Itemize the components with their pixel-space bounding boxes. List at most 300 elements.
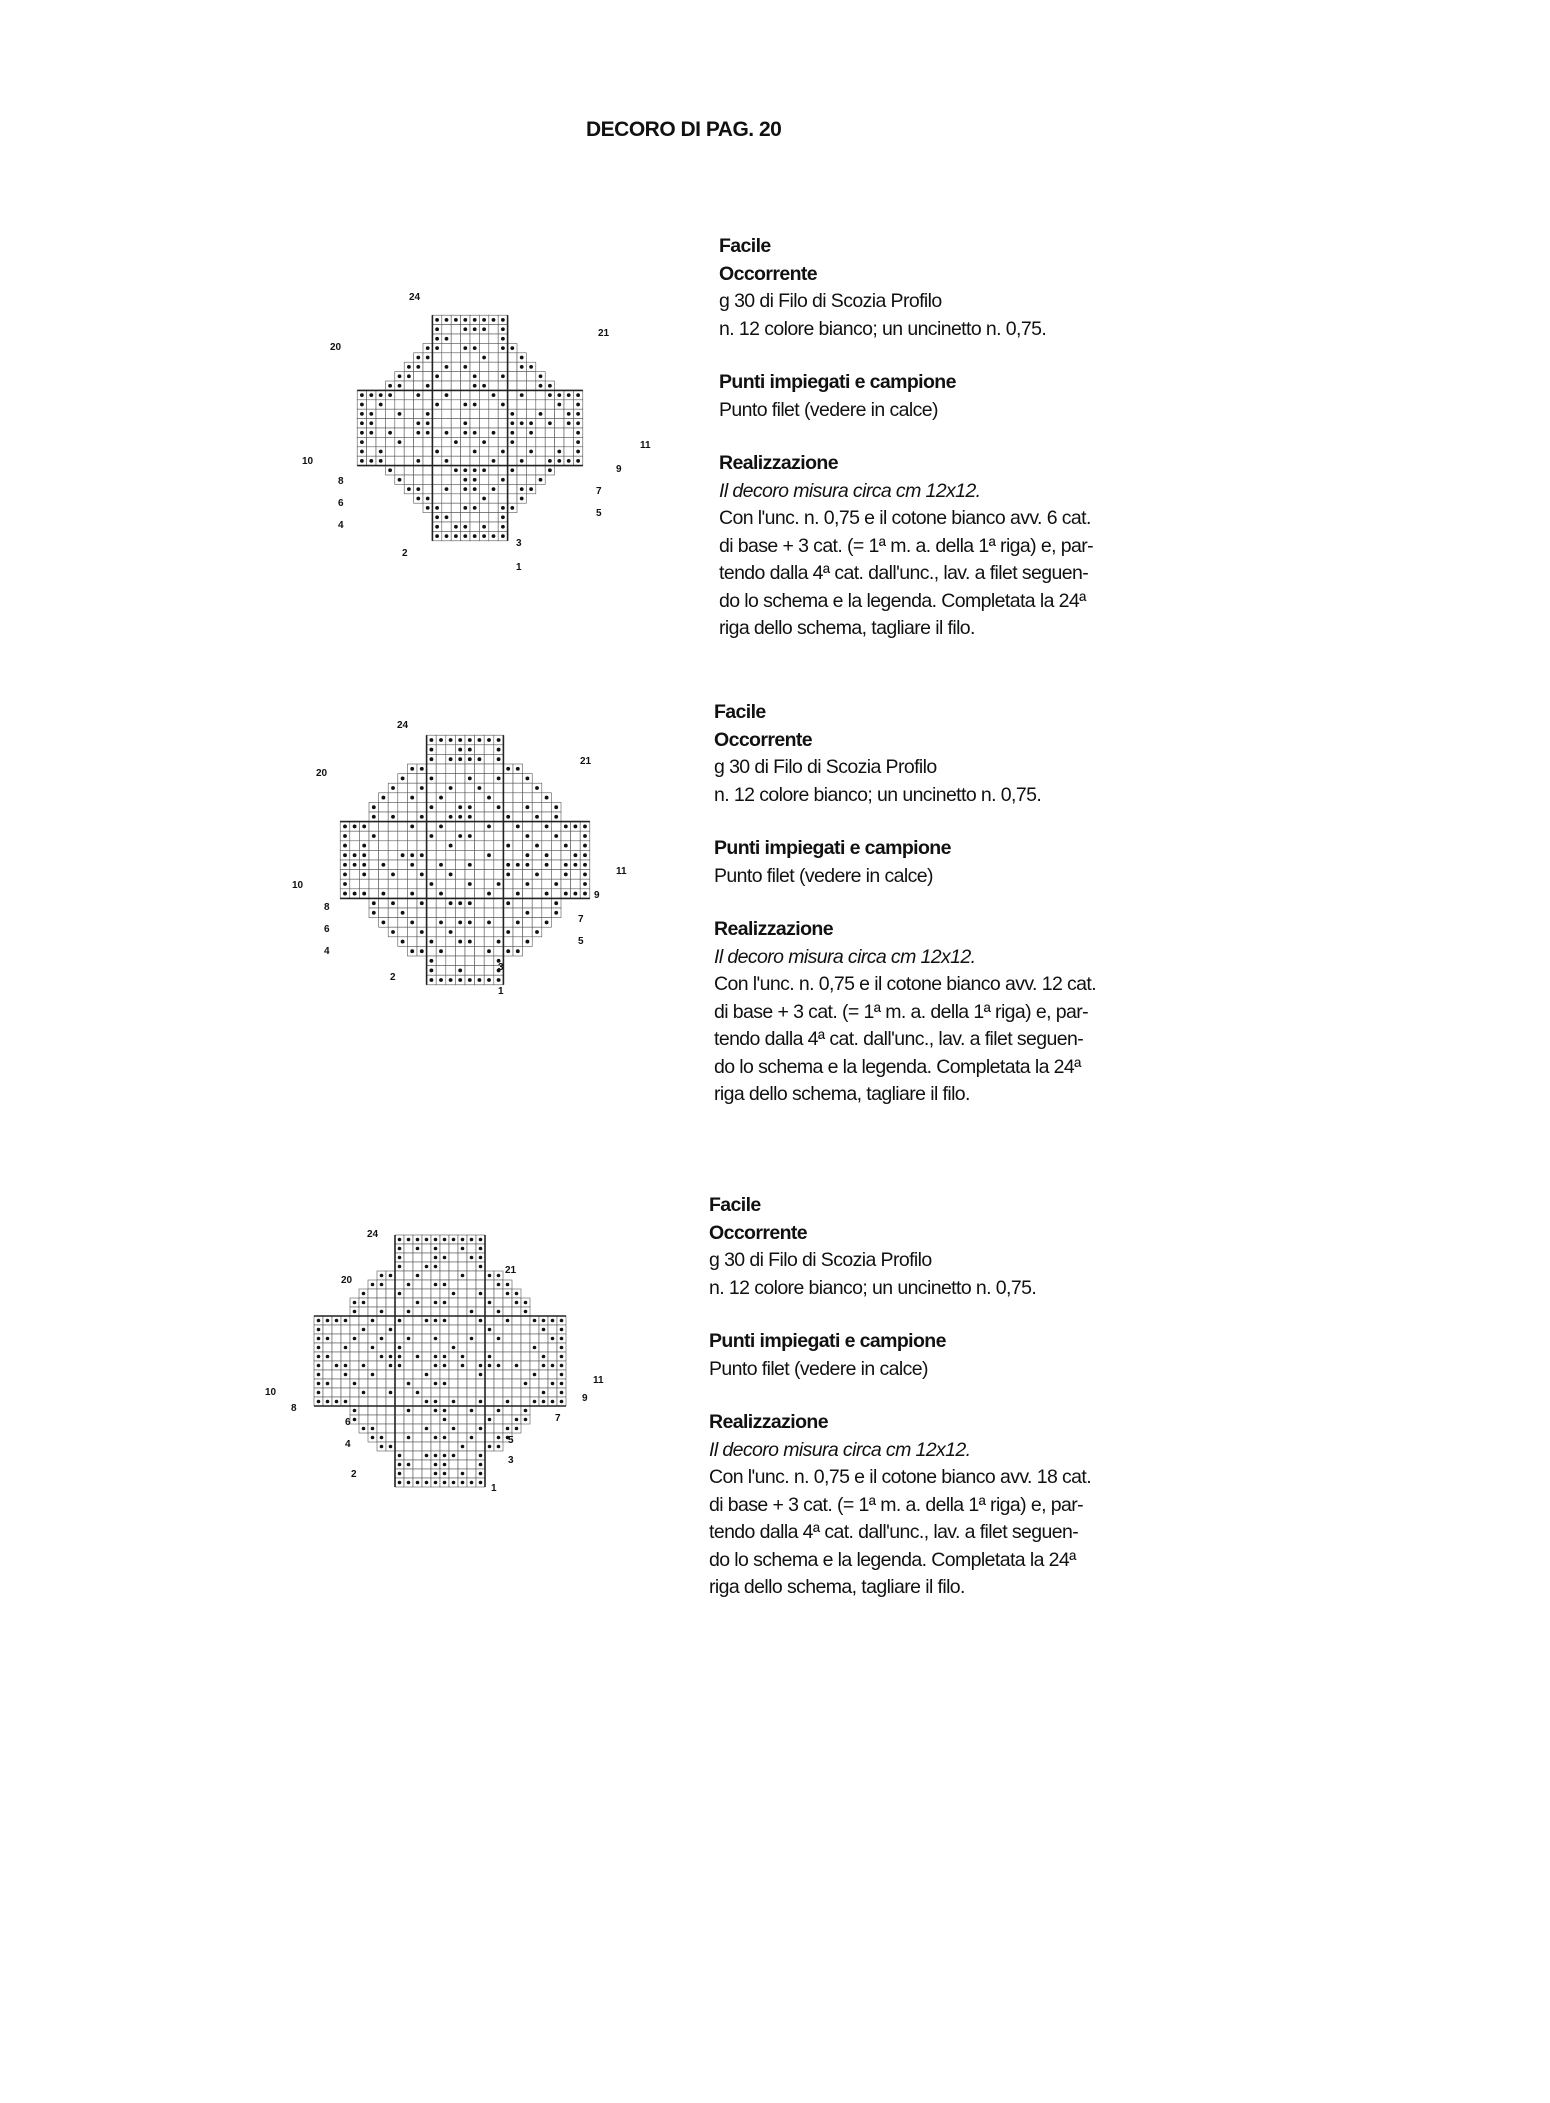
- chart-cell: [451, 390, 460, 399]
- chart-cell: [451, 484, 460, 493]
- chart-cell: [442, 419, 451, 428]
- chart-cell: [368, 1361, 377, 1370]
- chart-dot: [557, 459, 561, 463]
- chart-cell: [367, 447, 376, 456]
- instruction-line: di base + 3 cat. (= 1ª m. a. della 1ª riga) e, par-: [709, 1493, 1084, 1516]
- chart-dot: [461, 1472, 465, 1476]
- chart-dot: [501, 525, 505, 529]
- chart-cell: [513, 802, 523, 812]
- chart-cell: [539, 1343, 548, 1352]
- chart-cell: [449, 1370, 458, 1379]
- chart-cell: [413, 1424, 422, 1433]
- chart-dot: [362, 872, 366, 876]
- chart-cell: [458, 1343, 467, 1352]
- chart-cell: [431, 1442, 440, 1451]
- chart-cell: [530, 1334, 539, 1343]
- chart-dot: [576, 450, 580, 454]
- row-label-10: 10: [265, 1387, 277, 1398]
- chart-cell: [465, 850, 475, 860]
- row-label-6: 6: [338, 498, 344, 509]
- chart-cell: [479, 428, 488, 437]
- chart-cell: [414, 447, 423, 456]
- chart-cell: [379, 812, 389, 822]
- chart-dot: [416, 1238, 420, 1242]
- chart-dot: [463, 478, 467, 482]
- chart-cell: [475, 822, 485, 832]
- chart-dot: [362, 1301, 366, 1305]
- chart-cell: [503, 879, 513, 889]
- chart-cell: [479, 419, 488, 428]
- chart-cell: [404, 456, 413, 465]
- chart-cell: [494, 908, 504, 918]
- chart-cell: [407, 937, 417, 947]
- chart-dot: [463, 534, 467, 538]
- chart-dot: [360, 421, 364, 425]
- chart-cell: [431, 1424, 440, 1433]
- chart-cell: [449, 1415, 458, 1424]
- chart-dot: [398, 1364, 402, 1368]
- chart-cell: [388, 793, 398, 803]
- chart-cell: [476, 1352, 485, 1361]
- chart-cell: [532, 822, 542, 832]
- chart-dot: [497, 1310, 501, 1314]
- chart-cell: [350, 1343, 359, 1352]
- chart-cell: [513, 841, 523, 851]
- chart-cell: [494, 831, 504, 841]
- chart-dot: [551, 1400, 555, 1404]
- chart-cell: [446, 966, 456, 976]
- chart-dot: [388, 384, 392, 388]
- chart-dot: [487, 853, 491, 857]
- chart-cell: [512, 1379, 521, 1388]
- chart-cell: [458, 1325, 467, 1334]
- chart-cell: [427, 898, 437, 908]
- chart-dot: [470, 1409, 474, 1413]
- chart-cell: [461, 353, 470, 362]
- chart-dot: [344, 1373, 348, 1377]
- chart-cell: [377, 1397, 386, 1406]
- chart-dot: [420, 815, 424, 819]
- chart-cell: [417, 831, 427, 841]
- chart-cell: [503, 1352, 512, 1361]
- chart-cell: [475, 831, 485, 841]
- chart-cell: [494, 1316, 503, 1325]
- chart-dot: [388, 431, 392, 435]
- chart-dot: [429, 738, 433, 742]
- chart-cell: [398, 889, 408, 899]
- chart-dot: [487, 892, 491, 896]
- chart-dot: [388, 393, 392, 397]
- chart-cell: [398, 918, 408, 928]
- chart-dot: [344, 1400, 348, 1404]
- chart-dot: [506, 1319, 510, 1323]
- chart-cell: [521, 1361, 530, 1370]
- chart-dot: [554, 901, 558, 905]
- chart-cell: [451, 325, 460, 334]
- chart-cell: [484, 754, 494, 764]
- chart-cell: [432, 381, 441, 390]
- chart-cell: [359, 1415, 368, 1424]
- chart-cell: [517, 409, 526, 418]
- chart-cell: [350, 1361, 359, 1370]
- chart-cell: [548, 1325, 557, 1334]
- chart-dot: [479, 1373, 483, 1377]
- chart-cell: [467, 1388, 476, 1397]
- chart-dot: [539, 412, 543, 416]
- chart-cell: [386, 1316, 395, 1325]
- chart-cell: [561, 831, 571, 841]
- chart-cell: [395, 419, 404, 428]
- chart-cell: [386, 1280, 395, 1289]
- chart-cell: [369, 850, 379, 860]
- chart-dot: [326, 1382, 330, 1386]
- chart-cell: [446, 946, 456, 956]
- chart-cell: [536, 400, 545, 409]
- chart-cell: [376, 419, 385, 428]
- chart-dot: [573, 853, 577, 857]
- chart-cell: [386, 1397, 395, 1406]
- chart-dot: [525, 940, 529, 944]
- chart-dot: [501, 534, 505, 538]
- chart-cell: [513, 831, 523, 841]
- chart-cell: [442, 343, 451, 352]
- chart-cell: [526, 381, 535, 390]
- chart-cell: [359, 1370, 368, 1379]
- chart-cell: [494, 946, 504, 956]
- chart-cell: [451, 428, 460, 437]
- chart-dot: [353, 824, 357, 828]
- chart-cell: [470, 419, 479, 428]
- chart-cell: [508, 390, 517, 399]
- chart-dot: [317, 1400, 321, 1404]
- chart-cell: [503, 793, 513, 803]
- chart-dot: [353, 892, 357, 896]
- chart-cell: [446, 802, 456, 812]
- chart-dot: [468, 776, 472, 780]
- chart-cell: [479, 409, 488, 418]
- chart-cell: [440, 1370, 449, 1379]
- chart-dot: [468, 940, 472, 944]
- chart-cell: [512, 1397, 521, 1406]
- chart-dot: [398, 1319, 402, 1323]
- chart-cell: [479, 475, 488, 484]
- chart-cell: [395, 428, 404, 437]
- chart-dot: [520, 393, 524, 397]
- chart-cell: [413, 1397, 422, 1406]
- chart-dot: [426, 506, 430, 510]
- chart-cell: [494, 1352, 503, 1361]
- chart-cell: [432, 353, 441, 362]
- chart-cell: [498, 419, 507, 428]
- chart-dot: [515, 1301, 519, 1305]
- pattern-text-3: [709, 1192, 1179, 1602]
- chart-dot: [520, 459, 524, 463]
- chart-cell: [551, 870, 561, 880]
- chart-cell: [536, 456, 545, 465]
- filet-chart-svg-3: [255, 1215, 655, 1515]
- chart-dot: [410, 824, 414, 828]
- chart-dot: [525, 776, 529, 780]
- chart-dot: [463, 431, 467, 435]
- chart-cell: [521, 1325, 530, 1334]
- chart-cell: [517, 437, 526, 446]
- chart-cell: [359, 1343, 368, 1352]
- chart-dot: [429, 882, 433, 886]
- chart-cell: [521, 1370, 530, 1379]
- chart-dot: [583, 882, 587, 886]
- chart-dot: [445, 365, 449, 369]
- chart-dot: [458, 748, 462, 752]
- chart-cell: [455, 774, 465, 784]
- chart-dot: [470, 1337, 474, 1341]
- chart-dot: [479, 1364, 483, 1368]
- chart-cell: [332, 1370, 341, 1379]
- chart-cell: [417, 841, 427, 851]
- chart-cell: [458, 1253, 467, 1262]
- chart-cell: [422, 1352, 431, 1361]
- chart-cell: [446, 860, 456, 870]
- chart-dot: [443, 1382, 447, 1386]
- chart-cell: [461, 409, 470, 418]
- chart-dot: [468, 815, 472, 819]
- chart-dot: [426, 497, 430, 501]
- chart-cell: [542, 908, 552, 918]
- chart-cell: [526, 437, 535, 446]
- chart-cell: [532, 831, 542, 841]
- chart-cell: [385, 409, 394, 418]
- chart-dot: [445, 487, 449, 491]
- chart-dot: [380, 1355, 384, 1359]
- chart-cell: [484, 783, 494, 793]
- chart-dot: [468, 978, 472, 982]
- chart-cell: [475, 966, 485, 976]
- chart-dot: [497, 978, 501, 982]
- chart-cell: [404, 437, 413, 446]
- chart-dot: [473, 478, 477, 482]
- chart-cell: [395, 1415, 404, 1424]
- chart-dot: [353, 1310, 357, 1314]
- chart-dot: [445, 431, 449, 435]
- chart-cell: [398, 802, 408, 812]
- chart-cell: [494, 1289, 503, 1298]
- chart-dot: [479, 1472, 483, 1476]
- chart-dot: [398, 412, 402, 416]
- row-label-2: 2: [351, 1469, 357, 1480]
- chart-cell: [545, 447, 554, 456]
- chart-dot: [458, 815, 462, 819]
- chart-cell: [458, 1280, 467, 1289]
- chart-dot: [583, 824, 587, 828]
- chart-cell: [513, 783, 523, 793]
- chart-dot: [468, 738, 472, 742]
- chart-dot: [452, 1238, 456, 1242]
- size-note: Il decoro misura circa cm 12x12.: [709, 1438, 971, 1461]
- chart-dot: [535, 872, 539, 876]
- chart-dot: [454, 525, 458, 529]
- chart-cell: [385, 456, 394, 465]
- chart-cell: [451, 456, 460, 465]
- chart-dot: [443, 1436, 447, 1440]
- chart-dot: [454, 440, 458, 444]
- chart-cell: [484, 831, 494, 841]
- chart-cell: [532, 860, 542, 870]
- chart-cell: [377, 1325, 386, 1334]
- chart-dot: [435, 525, 439, 529]
- chart-dot: [435, 506, 439, 510]
- chart-cell: [555, 437, 564, 446]
- chart-dot: [477, 738, 481, 742]
- chart-cell: [359, 1397, 368, 1406]
- chart-cell: [414, 466, 423, 475]
- chart-cell: [555, 419, 564, 428]
- chart-cell: [432, 409, 441, 418]
- chart-dot: [335, 1364, 339, 1368]
- chart-cell: [521, 1352, 530, 1361]
- chart-dot: [326, 1355, 330, 1359]
- chart-cell: [467, 1298, 476, 1307]
- chart-dot: [398, 384, 402, 388]
- chart-cell: [395, 1280, 404, 1289]
- chart-dot: [343, 834, 347, 838]
- chart-cell: [530, 1352, 539, 1361]
- chart-cell: [427, 889, 437, 899]
- chart-cell: [458, 1289, 467, 1298]
- chart-cell: [467, 1343, 476, 1352]
- chart-cell: [379, 870, 389, 880]
- chart-cell: [542, 831, 552, 841]
- chart-dot: [443, 1454, 447, 1458]
- chart-cell: [422, 1388, 431, 1397]
- chart-cell: [503, 1406, 512, 1415]
- chart-dot: [461, 1247, 465, 1251]
- chart-cell: [465, 927, 475, 937]
- chart-dot: [548, 468, 552, 472]
- chart-dot: [372, 911, 376, 915]
- difficulty-label: Facile: [709, 1194, 761, 1216]
- chart-cell: [359, 1379, 368, 1388]
- chart-cell: [461, 372, 470, 381]
- chart-cell: [404, 1289, 413, 1298]
- chart-dot: [434, 1454, 438, 1458]
- chart-cell: [465, 822, 475, 832]
- chart-cell: [485, 1424, 494, 1433]
- chart-dot: [463, 525, 467, 529]
- chart-cell: [455, 850, 465, 860]
- chart-dot: [360, 459, 364, 463]
- chart-cell: [385, 419, 394, 428]
- chart-cell: [449, 1325, 458, 1334]
- chart-dot: [381, 796, 385, 800]
- chart-cell: [386, 1298, 395, 1307]
- chart-dot: [398, 1472, 402, 1476]
- chart-dot: [398, 1238, 402, 1242]
- chart-cell: [332, 1343, 341, 1352]
- chart-cell: [423, 475, 432, 484]
- chart-dot: [488, 1328, 492, 1332]
- chart-dot: [426, 346, 430, 350]
- chart-cell: [404, 447, 413, 456]
- chart-dot: [567, 412, 571, 416]
- chart-dot: [506, 815, 510, 819]
- chart-cell: [440, 1262, 449, 1271]
- chart-dot: [545, 892, 549, 896]
- chart-dot: [473, 384, 477, 388]
- chart-cell: [368, 1325, 377, 1334]
- chart-dot: [443, 1283, 447, 1287]
- chart-cell: [458, 1334, 467, 1343]
- chart-dot: [380, 1274, 384, 1278]
- chart-dot: [360, 393, 364, 397]
- chart-dot: [516, 767, 520, 771]
- chart-cell: [413, 1316, 422, 1325]
- chart-dot: [458, 757, 462, 761]
- chart-dot: [576, 459, 580, 463]
- row-label-21: 21: [598, 328, 610, 339]
- chart-cell: [512, 1352, 521, 1361]
- chart-cell: [513, 927, 523, 937]
- chart-cell: [489, 522, 498, 531]
- chart-cell: [508, 362, 517, 371]
- chart-cell: [485, 1397, 494, 1406]
- chart-dot: [510, 346, 514, 350]
- chart-cell: [379, 822, 389, 832]
- chart-cell: [489, 325, 498, 334]
- chart-dot: [542, 1391, 546, 1395]
- chart-dot: [482, 468, 486, 472]
- chart-grid: [314, 1235, 566, 1487]
- chart-dot: [492, 393, 496, 397]
- chart-cell: [451, 343, 460, 352]
- chart-cell: [446, 908, 456, 918]
- instruction-line: Con l'unc. n. 0,75 e il cotone bianco avv. 18 cat.: [709, 1466, 1092, 1488]
- chart-cell: [494, 860, 504, 870]
- chart-cell: [489, 475, 498, 484]
- chart-cell: [423, 456, 432, 465]
- chart-cell: [395, 1298, 404, 1307]
- chart-cell: [475, 812, 485, 822]
- chart-dot: [533, 1373, 537, 1377]
- chart-dot: [326, 1400, 330, 1404]
- chart-cell: [332, 1379, 341, 1388]
- chart-cell: [503, 1325, 512, 1334]
- chart-cell: [489, 334, 498, 343]
- chart-dot: [410, 920, 414, 924]
- chart-cell: [404, 390, 413, 399]
- work-heading: Realizzazione: [714, 918, 833, 940]
- chart-cell: [436, 927, 446, 937]
- chart-cell: [413, 1307, 422, 1316]
- chart-cell: [479, 503, 488, 512]
- instruction-line: di base + 3 cat. (= 1ª m. a. della 1ª riga) e, par-: [719, 534, 1094, 557]
- chart-dot: [416, 365, 420, 369]
- row-label-6: 6: [324, 924, 330, 935]
- chart-dot: [576, 440, 580, 444]
- chart-cell: [423, 372, 432, 381]
- chart-cell: [368, 1415, 377, 1424]
- chart-cell: [404, 466, 413, 475]
- chart-cell: [422, 1244, 431, 1253]
- chart-cell: [503, 783, 513, 793]
- chart-dot: [353, 863, 357, 867]
- chart-dot: [525, 882, 529, 886]
- chart-cell: [386, 1433, 395, 1442]
- chart-dot: [398, 374, 402, 378]
- chart-cell: [417, 937, 427, 947]
- chart-cell: [404, 1244, 413, 1253]
- chart-cell: [436, 783, 446, 793]
- chart-dot: [429, 940, 433, 944]
- chart-dot: [458, 920, 462, 924]
